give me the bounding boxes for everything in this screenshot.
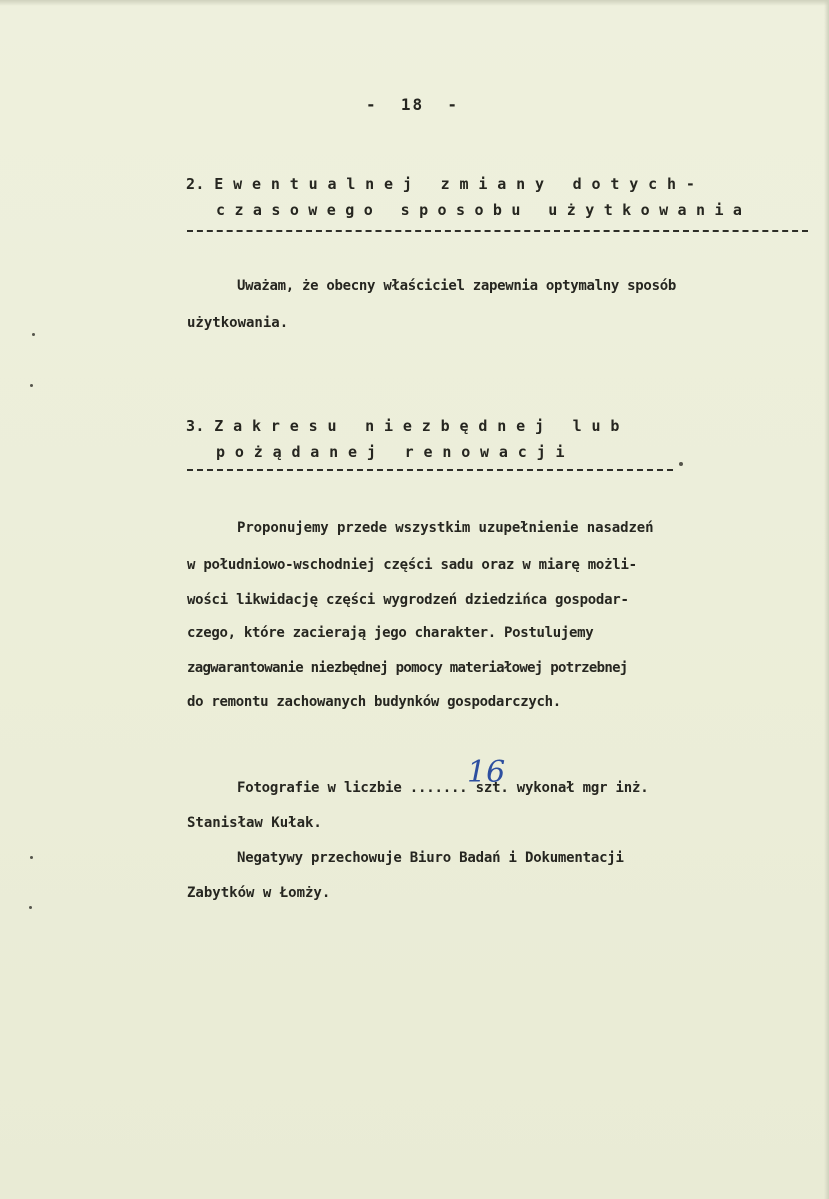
section-3-paragraph-line-6: do remontu zachowanych budynków gospodarczych. (187, 694, 561, 710)
negatives-line-1: Negatywy przechowuje Biuro Badań i Dokumentacji (237, 850, 624, 866)
photos-line-2: Stanisław Kułak. (187, 815, 322, 831)
section-3-paragraph-line-5: zagwarantowanie niezbędnej pomocy materiałowej potrzebnej (187, 660, 628, 676)
section-2-heading-line-1: 2. E w e n t u a l n e j z m i a n y d o t y c h - (186, 175, 696, 193)
margin-speck (679, 462, 683, 466)
section-3-paragraph-line-3: wości likwidację części wygrodzeń dziedzińca gospodar- (187, 592, 629, 608)
margin-speck (30, 384, 33, 387)
margin-speck (30, 856, 33, 859)
section-2-paragraph-line-2: użytkowania. (187, 315, 289, 331)
scan-edge-top (0, 0, 829, 6)
section-3-paragraph-line-4: czego, które zacierają jego charakter. Postulujemy (187, 625, 594, 641)
scan-edge-right (824, 0, 829, 1199)
section-3-paragraph-line-1: Proponujemy przede wszystkim uzupełnienie nasadzeń (237, 520, 654, 536)
section-2-paragraph-line-1: Uważam, że obecny właściciel zapewnia optymalny sposób (237, 278, 676, 294)
negatives-line-2: Zabytków w Łomży. (187, 885, 331, 901)
section-3-underline (187, 469, 673, 471)
section-3-paragraph-line-2: w południowo-wschodniej części sadu oraz w miarę możli- (187, 557, 637, 573)
section-3-heading-line-1: 3. Z a k r e s u n i e z b ę d n e j l u b (186, 417, 620, 435)
section-2-underline (187, 230, 808, 232)
handwritten-photo-count: 16 (467, 755, 506, 790)
page-number: - 18 - (366, 95, 460, 114)
margin-speck (29, 906, 32, 909)
section-3-heading-line-2: p o ż ą d a n e j r e n o w a c j i (216, 443, 565, 461)
section-2-heading-line-2: c z a s o w e g o s p o s o b u u ż y t k o w a n i a (216, 201, 743, 219)
photos-line-1: Fotografie w liczbie ....... szt. wykonał mgr inż. (237, 780, 649, 796)
margin-speck (32, 333, 35, 336)
